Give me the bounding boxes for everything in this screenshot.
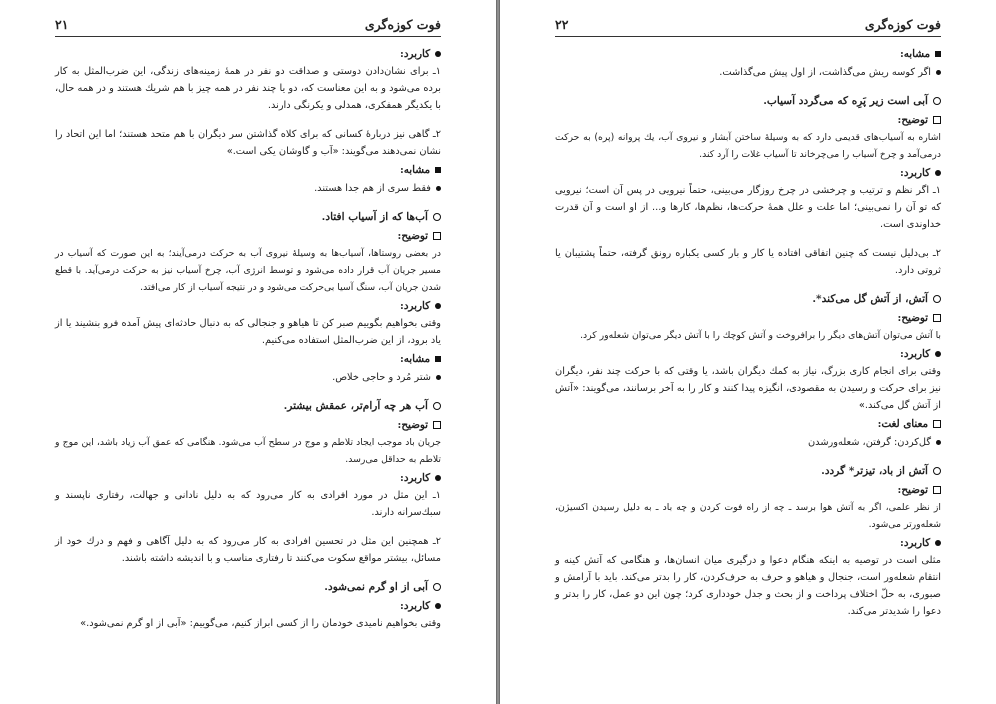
- block-text: ۲ـ بى‌دليل نيست كه چنين اتفاقى افتاده يا كار و بار كسى يكباره رونق گرفته، حتماً پشتيبان يا ثروتى دارد.: [555, 248, 941, 276]
- block-text: كاربرد:: [400, 48, 430, 60]
- circle-bullet-icon: [933, 467, 941, 475]
- block-text: ۲ـ همچنين اين مثل در تحسين افرادى به كار مى‌رود كه به دليل آگاهى و فهم و درك خود از مسائل، بيشتر مواقع سكوت مى‌كنند تا رفتارى مناسب و با انديشه داشته باشند.: [55, 536, 441, 564]
- explanation-heading: [555, 112, 941, 129]
- circle-bullet-icon: [933, 295, 941, 303]
- paragraph: [555, 129, 941, 163]
- block-text: كاربرد:: [400, 472, 430, 484]
- block-text: معناى لغت:: [877, 418, 928, 430]
- block-text: مشابه:: [399, 164, 430, 176]
- paragraph: [55, 315, 441, 349]
- block-text: فقط سرى از هم جدا هستند.: [314, 183, 431, 194]
- dot-bullet-icon: [936, 70, 941, 75]
- paragraph: [555, 245, 941, 279]
- dot-bullet-icon: [436, 186, 441, 191]
- explanation-heading: [55, 417, 441, 434]
- paragraph: [555, 552, 941, 620]
- paragraph: [55, 434, 441, 468]
- block-text: وقتى بخواهيم ناميدى خودمان را از كسى ابراز كنيم، مى‌گوييم: «آبى از او گرم نمى‌شود.»: [80, 618, 441, 629]
- circle-bullet-icon: [433, 583, 441, 591]
- square-bullet-icon: [435, 356, 441, 362]
- page-number: ۲۲: [555, 17, 569, 32]
- paragraph: [55, 487, 441, 521]
- paragraph: [55, 126, 441, 160]
- list-item: [55, 369, 441, 386]
- block-text: توضيح:: [897, 114, 928, 126]
- circle-bullet-icon: [433, 213, 441, 221]
- block-text: توضيح:: [897, 484, 928, 496]
- block-text: كاربرد:: [400, 600, 430, 612]
- running-title: فوت كوزه‌گرى: [864, 17, 941, 32]
- bullet-icon: [935, 170, 941, 176]
- block-text: جريان باد موجب ايجاد تلاطم و موج در سطح آب مى‌شود. هنگامى كه عمق آب زياد باشد، اين موج و تلاطم به حداقل مى‌رسد.: [55, 437, 441, 465]
- bullet-icon: [935, 351, 941, 357]
- block-text: آبى از او گرم نمى‌شود.: [324, 581, 428, 593]
- list-item: [55, 180, 441, 197]
- square-bullet-icon: [935, 51, 941, 57]
- proverb-heading: [55, 398, 441, 415]
- page-body: [55, 44, 441, 632]
- paragraph: [55, 615, 441, 632]
- similar-heading: [55, 162, 441, 179]
- block-text: كاربرد:: [900, 348, 930, 360]
- paragraph: [555, 499, 941, 533]
- box-bullet-icon: [433, 421, 441, 429]
- block-text: مشابه:: [399, 353, 430, 365]
- bullet-icon: [935, 540, 941, 546]
- block-text: آتش از باد، تيزتر* گردد.: [821, 465, 928, 477]
- block-text: كاربرد:: [900, 537, 930, 549]
- box-bullet-icon: [933, 420, 941, 428]
- paragraph: [55, 533, 441, 567]
- usage-heading: [55, 298, 441, 315]
- block-text: وقتى بخواهيم بگوييم صبر كن تا هياهو و جنجالى كه به دنبال حادثه‌اى پيش آمده فرو بنشيند يا از ياد برود، از اين ضرب‌المثل استفاده مى‌كنيم.: [55, 318, 441, 346]
- paragraph: [555, 327, 941, 344]
- block-text: مثلى است در توصيه به اينكه هنگام دعوا و درگيرى ميان انسان‌ها، و هنگامى كه آتش كينه و انتقام شعله‌ور است، جنجال و هياهو و حرف به حرف‌كردن، كار را بدتر مى‌كند. بايد با آرامش و صبورى، به حلّ اختلاف پرداخت و از بحث و جدل خوددارى كرد؛ چون اين دو عمل، كار را بدتر و دعوا را شديدتر مى‌كند.: [555, 555, 941, 617]
- block-text: آب‌ها كه از آسياب افتاد.: [321, 211, 428, 223]
- page-body: [555, 44, 941, 620]
- box-bullet-icon: [933, 314, 941, 322]
- left-page: [0, 0, 497, 704]
- block-text: مشابه:: [899, 48, 930, 60]
- proverb-heading: [55, 579, 441, 596]
- usage-heading: [55, 598, 441, 615]
- explanation-heading: [555, 482, 941, 499]
- right-page: [499, 0, 996, 704]
- proverb-heading: [555, 463, 941, 480]
- block-text: با آتش مى‌توان آتش‌هاى ديگر را برافروخت و آتش كوچك را با آتش ديگر مى‌توان شعله‌ور كرد.: [580, 330, 941, 341]
- box-bullet-icon: [933, 116, 941, 124]
- block-text: شتر مُرد و حاجى خلاص.: [332, 372, 431, 383]
- bullet-icon: [435, 475, 441, 481]
- usage-heading: [55, 470, 441, 487]
- paragraph: [555, 182, 941, 233]
- page-header: [555, 14, 941, 37]
- usage-heading: [55, 46, 441, 63]
- square-bullet-icon: [435, 167, 441, 173]
- block-text: آب هر چه آرام‌تر، عمقش بيشتر.: [283, 400, 428, 412]
- proverb-heading: [55, 209, 441, 226]
- running-title: فوت كوزه‌گرى: [364, 17, 441, 32]
- page-header: [55, 14, 441, 37]
- list-item: [555, 64, 941, 81]
- usage-heading: [555, 346, 941, 363]
- block-text: كاربرد:: [900, 167, 930, 179]
- block-text: ۱ـ اگر نظم و ترتيب و چرخشى در چرخ روزگار مى‌بينى، حتماً نيرويى در پس آن است؛ نيرويى كه تو آن را نمى‌بينى؛ اما علت و علل همهٔ حركت‌ها، نظم‌ها، كارها و... از او است و آن قدرت خداوندى است.: [555, 185, 941, 230]
- proverb-heading: [555, 291, 941, 308]
- block-text: ۲ـ گاهى نيز دربارهٔ كسانى كه براى كلاه گذاشتن سر ديگران با هم متحد هستند؛ اما اين اتحاد را نشان نمى‌دهند مى‌گويند: «آب و گاوشان يكى است.»: [55, 129, 441, 157]
- meaning-heading: [555, 416, 941, 433]
- usage-heading: [555, 165, 941, 182]
- block-text: از نظر علمى، اگر به آتش هوا برسد ـ چه از راه فوت كردن و چه باد ـ به دليل رسيدن اكسيژن، شعله‌ورتر مى‌شود.: [555, 502, 941, 530]
- bullet-icon: [435, 603, 441, 609]
- block-text: آبى است زير پَرِه كه مى‌گردد آسياب.: [763, 95, 928, 107]
- block-text: اگر كوسه ريش مى‌گذاشت، از اول پيش مى‌گذاشت.: [719, 67, 931, 78]
- block-text: در بعضى روستاها، آسياب‌ها به وسيلهٔ نيروى آب به حركت درمى‌آيند؛ به اين صورت كه آسياب در مسير جريان آب قرار داده مى‌شود و توسط انرژى آب، چرخ آسياب نيز به حركت درمى‌آيد. با قطع شدن جريان آب، سنگ آسيا بى‌حركت مى‌شود و در نتيجه آسياب از كار مى‌افتد.: [55, 248, 441, 293]
- box-bullet-icon: [433, 232, 441, 240]
- paragraph: [555, 363, 941, 414]
- bullet-icon: [435, 51, 441, 57]
- similar-heading: [555, 46, 941, 63]
- dot-bullet-icon: [436, 375, 441, 380]
- box-bullet-icon: [933, 486, 941, 494]
- block-text: وقتى براى انجام كارى بزرگ، نياز به كمك ديگران باشد، يا وقتى كه با حركت چند نفر، ديگران نيز براى حركت و رسيدن به مقصودى، انگيزه پيدا كنند و كار را به آخر برسانند، مى‌گويند: «آتش از آتش گل مى‌كند.»: [555, 366, 941, 411]
- bullet-icon: [435, 303, 441, 309]
- block-text: توضيح:: [897, 312, 928, 324]
- list-item: [555, 434, 941, 451]
- block-text: توضيح:: [397, 419, 428, 431]
- similar-heading: [55, 351, 441, 368]
- block-text: توضيح:: [397, 230, 428, 242]
- dot-bullet-icon: [936, 440, 941, 445]
- block-text: ۱ـ اين مثل در مورد افرادى به كار مى‌رود كه به دليل نادانى و جهالت، رفتارى ناپسند و سبك‌سرانه دارند.: [55, 490, 441, 518]
- block-text: گل‌كردن: گرفتن، شعله‌ورشدن: [807, 437, 931, 448]
- paragraph: [55, 245, 441, 296]
- explanation-heading: [555, 310, 941, 327]
- circle-bullet-icon: [933, 97, 941, 105]
- block-text: كاربرد:: [400, 300, 430, 312]
- page-number: ۲۱: [55, 17, 69, 32]
- proverb-heading: [555, 93, 941, 110]
- block-text: آتش، از آتش گل مى‌كند*.: [812, 293, 928, 305]
- block-text: اشاره به آسياب‌هاى قديمى دارد كه به وسيلهٔ ساختن آبشار و نيروى آب، يك پروانه (پره) به حركت درمى‌آمد و چرخ آسياب را مى‌چرخاند تا آسياب غلات را آرد كند.: [555, 132, 941, 160]
- usage-heading: [555, 535, 941, 552]
- circle-bullet-icon: [433, 402, 441, 410]
- block-text: ۱ـ براى نشان‌دادن دوستى و صداقت دو نفر در همهٔ زمينه‌هاى زندگى، اين ضرب‌المثل به كار برده مى‌شود و به اين معناست كه، دو يا چند نفر در همه چيز با هم شريك هستند و در همه حال، با يكديگر همفكرى، همدلى و يكرنگى دارند.: [55, 66, 441, 111]
- explanation-heading: [55, 228, 441, 245]
- paragraph: [55, 63, 441, 114]
